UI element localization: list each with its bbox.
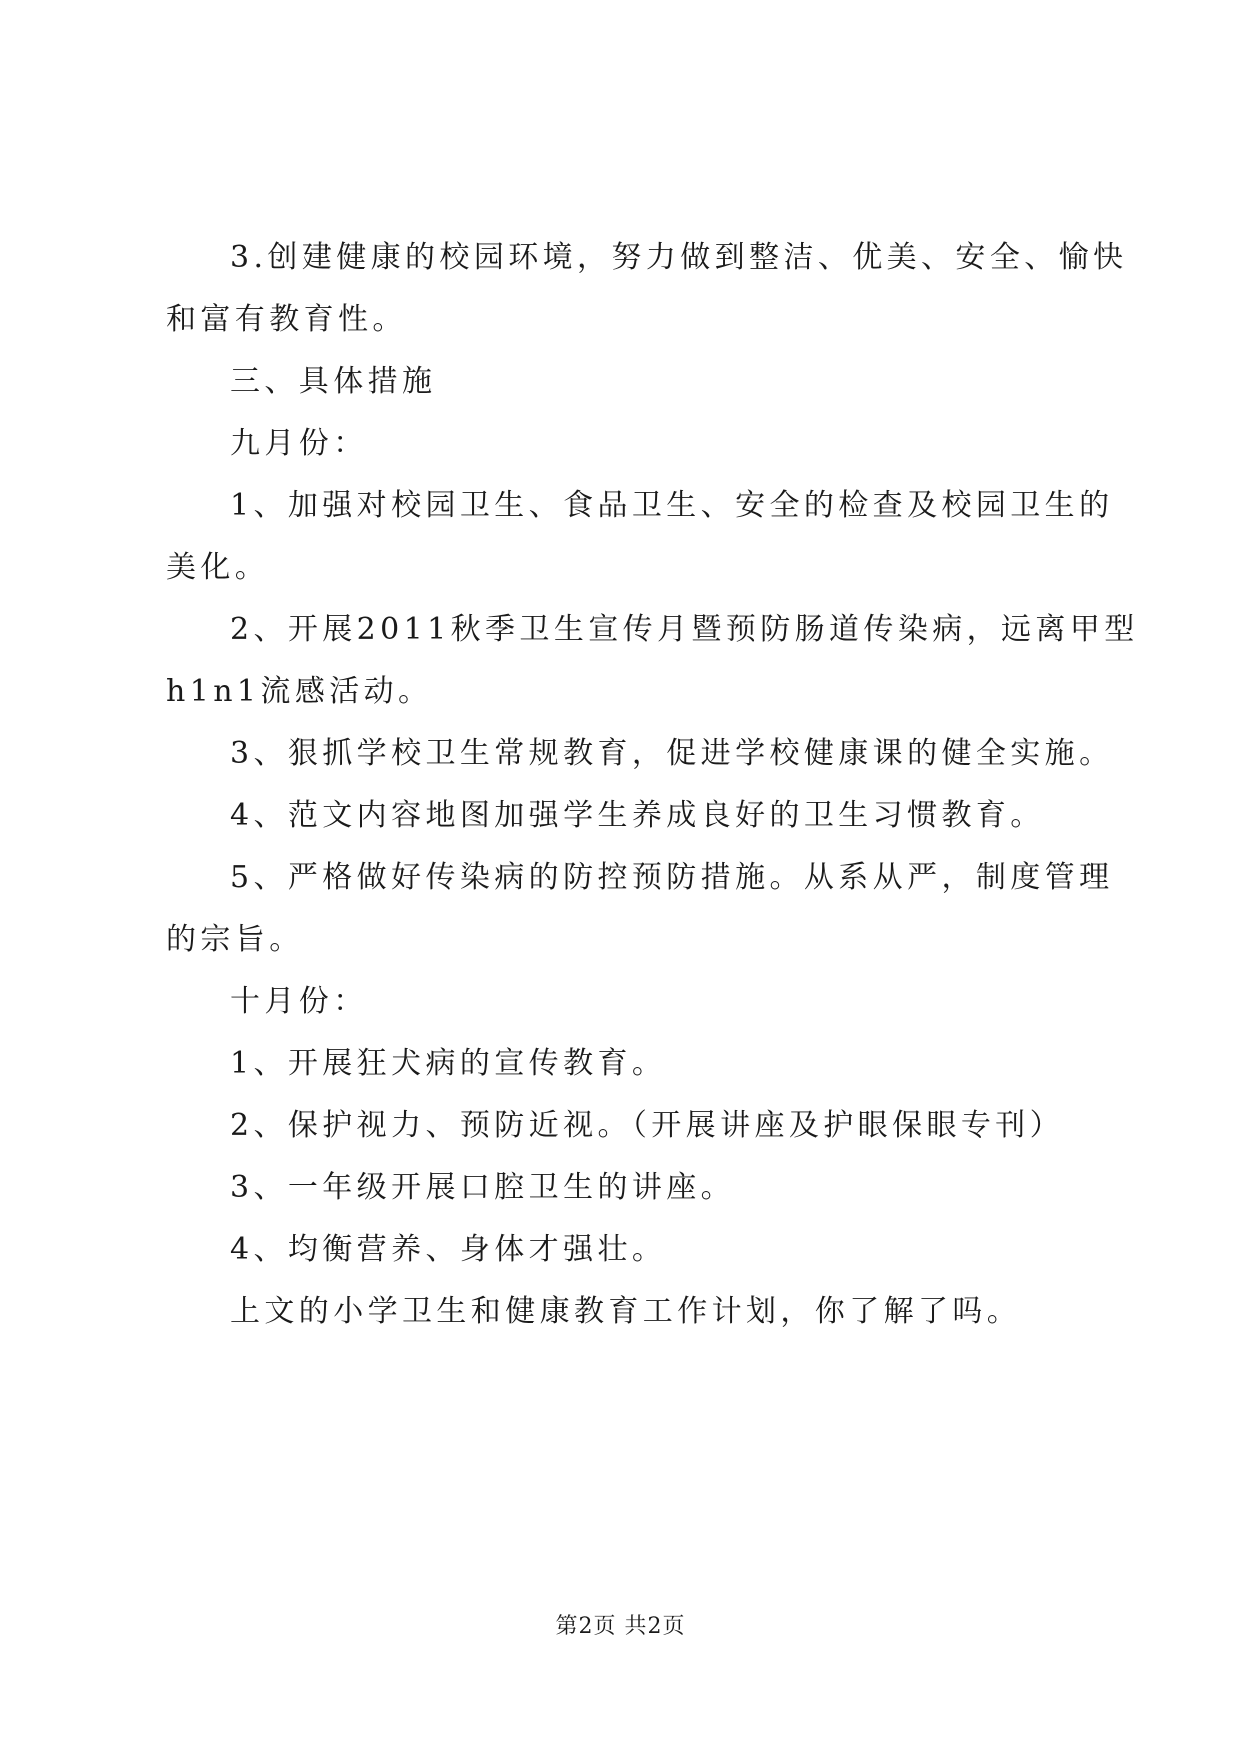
subsection-heading: 九月份：: [230, 426, 368, 461]
page-number: 第2页 共2页: [555, 1614, 686, 1639]
body-line: 1、加强对校园卫生、食品卫生、安全的检查及校园卫生的: [230, 488, 1114, 523]
subsection-heading: 十月份：: [230, 984, 368, 1019]
body-line: 2、保护视力、预防近视。（开展讲座及护眼保眼专刊）: [230, 1108, 1065, 1143]
body-line: 美化。: [166, 550, 270, 585]
body-line: 5、严格做好传染病的防控预防措施。从系从严，制度管理: [230, 860, 1114, 895]
body-line: 4、均衡营养、身体才强壮。: [230, 1232, 667, 1267]
body-line: 4、范文内容地图加强学生养成良好的卫生习惯教育。: [230, 798, 1045, 833]
body-line: 2、开展2011秋季卫生宣传月暨预防肠道传染病，远离甲型: [230, 612, 1139, 647]
body-line: 3、狠抓学校卫生常规教育，促进学校健康课的健全实施。: [230, 736, 1114, 771]
body-line: 1、开展狂犬病的宣传教育。: [230, 1046, 667, 1081]
closing-line: 上文的小学卫生和健康教育工作计划，你了解了吗。: [230, 1294, 1022, 1329]
body-line: 和富有教育性。: [166, 302, 407, 337]
body-line: 3、一年级开展口腔卫生的讲座。: [230, 1170, 736, 1205]
section-heading: 三、具体措施: [230, 364, 437, 399]
body-line: 的宗旨。: [166, 922, 304, 957]
body-line: 3.创建健康的校园环境，努力做到整洁、优美、安全、愉快: [230, 240, 1128, 275]
body-line: h1n1流感活动。: [166, 674, 433, 709]
